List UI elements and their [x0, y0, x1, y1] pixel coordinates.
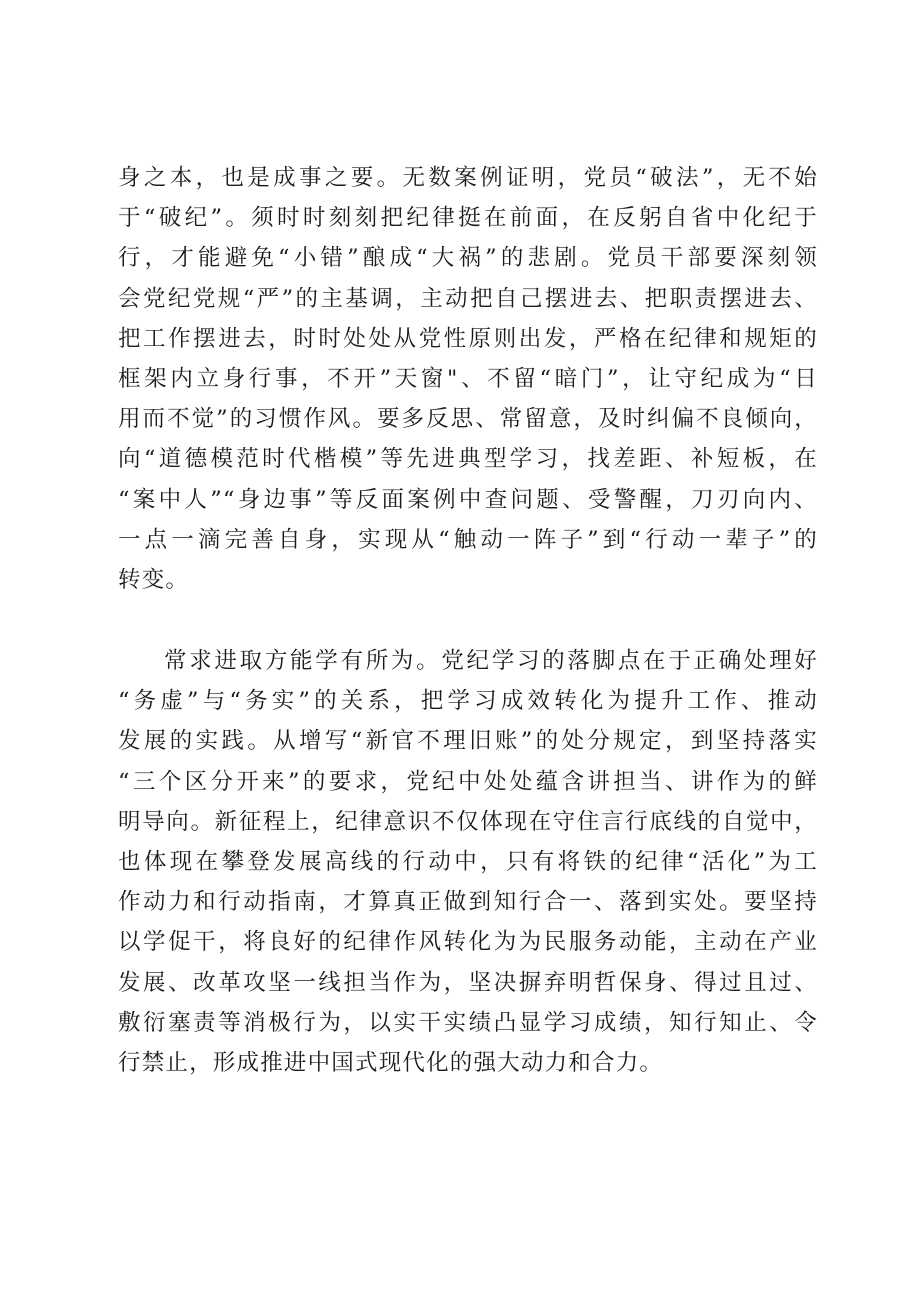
- paragraph-line: 于“破纪”。须时时刻刻把纪律挺在前面，在反躬自省中化纪于: [118, 205, 818, 232]
- paragraph-line: 框架内立身行事，不开”天窗"、不留“暗门”，让守纪成为“日: [118, 365, 818, 392]
- paragraph-line: 敷衍塞责等消极行为，以实干实绩凸显学习成绩，知行知止、令: [118, 1009, 818, 1036]
- paragraph-line: 会党纪党规“严”的主基调，主动把自己摆进去、把职责摆进去、: [118, 285, 818, 312]
- paragraph-line: 行禁止，形成推进中国式现代化的强大动力和合力。: [118, 1049, 664, 1076]
- paragraph-line: “案中人”“身边事”等反面案例中查问题、受警醒，刀刃向内、: [118, 486, 818, 513]
- paragraph-line: 常求进取方能学有所为。党纪学习的落脚点在于正确处理好: [164, 648, 818, 674]
- paragraph-line: 一点一滴完善自身，实现从“触动一阵子”到“行动一辈子”的: [118, 526, 818, 553]
- paragraph-line: 以学促干，将良好的纪律作风转化为为民服务动能，主动在产业: [118, 929, 818, 956]
- paragraph-1: [118, 158, 818, 600]
- paragraph-line: 把工作摆进去，时时处处从党性原则出发，严格在纪律和规矩的: [118, 325, 818, 352]
- paragraph-line: 行，才能避免“小错”酿成“大祸”的悲剧。党员干部要深刻领: [118, 245, 818, 272]
- paragraph-line: “三个区分开来”的要求，党纪中处处蕴含讲担当、讲作为的鲜: [118, 768, 818, 795]
- paragraph-line: 转变。: [118, 566, 190, 593]
- paragraph-line: 作动力和行动指南，才算真正做到知行合一、落到实处。要坚持: [118, 889, 818, 916]
- paragraph-line: 发展、改革攻坚一线担当作为，坚决摒弃明哲保身、得过且过、: [118, 969, 818, 996]
- paragraph-line: 向“道德模范时代楷模”等先进典型学习，找差距、补短板，在: [118, 446, 818, 473]
- paragraph-line: “务虚”与“务实”的关系，把学习成效转化为提升工作、推动: [118, 688, 818, 715]
- paragraph-line: 明导向。新征程上，纪律意识不仅体现在守住言行底线的自觉中，: [118, 808, 818, 835]
- paragraph-2: [118, 641, 818, 1083]
- paragraph-line: 身之本，也是成事之要。无数案例证明，党员“破法”，无不始: [118, 165, 818, 191]
- paragraph-line: 用而不觉”的习惯作风。要多反思、常留意，及时纠偏不良倾向，: [118, 406, 818, 433]
- paragraph-line: 发展的实践。从增写“新官不理旧账”的处分规定，到坚持落实: [118, 728, 818, 755]
- paragraph-line: 也体现在攀登发展高线的行动中，只有将铁的纪律“活化”为工: [118, 848, 818, 875]
